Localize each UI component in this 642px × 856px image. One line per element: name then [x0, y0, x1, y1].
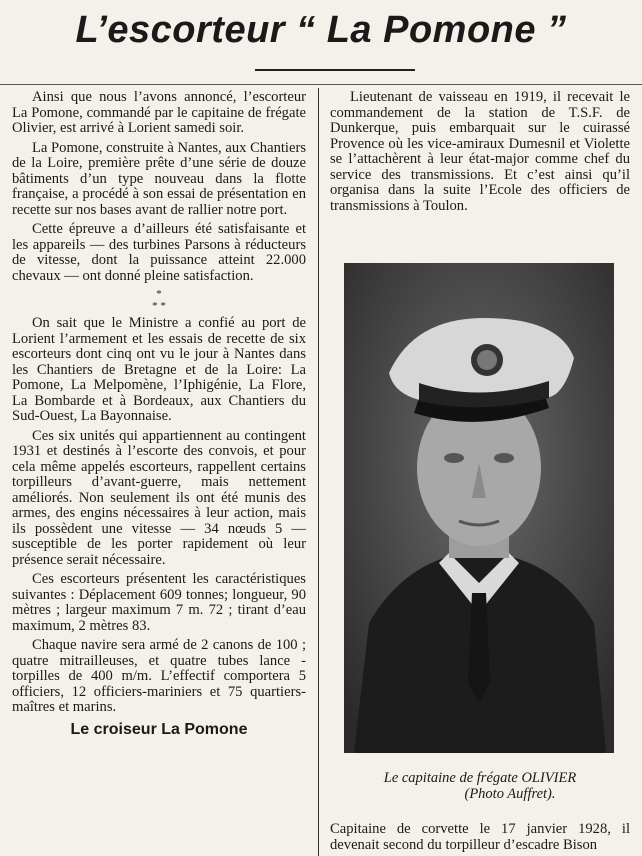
portrait-photo — [344, 263, 614, 753]
article-column-right — [330, 90, 630, 218]
photo-caption — [330, 770, 630, 802]
caption-line-2: (Photo Auffret). — [464, 786, 556, 802]
caption-line-1: Le capitaine de frégate OLIVIER — [383, 770, 577, 786]
paragraph-3: Cette épreuve a d’ailleurs été satisfaisante et les appareils — des turbines Parsons à réducteurs de vitesse, dont la puissance atteint 22.000 chevaux — ont donné pleine satisfaction. — [12, 221, 306, 284]
headline: L’escorteur “ La Pomone ” — [75, 9, 567, 51]
portrait-illustration — [344, 263, 614, 753]
next-subheading: Le croiseur La Pomone — [70, 720, 248, 738]
headline-rule — [255, 69, 415, 71]
article-column-left — [12, 90, 306, 737]
paragraph-continuation: Capitaine de corvette le 17 janvier 1928, il devenait second du torpilleur d’escadre Bison — [330, 821, 630, 853]
paragraph-7: Chaque navire sera armé de 2 canons de 100 ; quatre mitrailleuses, et quatre tubes lance - torpilles de 400 m/m. L’effectif comportera 5 officiers, 12 officiers-mariniers et 75 quartiers-maîtres et marins. — [12, 637, 306, 715]
paragraph-2: La Pomone, construite à Nantes, aux Chantiers de la Loire, première prête d’une série de douze bâtiments d’un type nouveau dans la flotte française, a procédé à son essai de présentation en recette sur nos bases avant de rallier notre port. — [12, 139, 306, 218]
column-divider — [318, 88, 319, 856]
paragraph-1: Ainsi que nous l’avons annoncé, l’escorteur La Pomone, commandé par le capitaine de frégate Olivier, est arrivé à Lorient samedi soir. — [12, 89, 306, 136]
section-separator: * * * — [152, 288, 166, 312]
paragraph-4: On sait que le Ministre a confié au port de Lorient l’armement et les essais de recette de six escorteurs dont cinq ont vu le jour à Nantes dans les Chantiers de Bretagne et de la Loire: La Pomone, La Melpomène, l’Iphigénie, La Flore, La Bombarde et à Bordeaux, aux Chantiers du Sud-Ouest, La Bayonnaise. — [12, 315, 306, 424]
paragraph-career: Lieutenant de vaisseau en 1919, il recevait le commandement de la station de T.S.F. de Dunkerque, puis embarquait sur le cuirassé Provence où les vice-amiraux Dumesnil et Violette se l’attachèrent à leur état-major comme chef du service des transmissions. Et c’est ainsi qu’il organisa dans la suite l’Ecole des officiers de transmissions à Toulon. — [330, 89, 630, 214]
paragraph-5: Ces six unités qui appartiennent au contingent 1931 et destinés à l’escorte des convois, et pour cela même appelés escorteurs, rappellent certains torpilleurs d’avant-guerre, mais nettement améliorés. Non seulement ils ont été munis des armes, des engins nécessaires à leur action, mais ils possèdent une vitesse — 34 nœuds 5 — susceptible de les porter rapidement où leur présence serait nécessaire. — [12, 427, 306, 568]
column-top-rule — [0, 84, 642, 85]
paragraph-6: Ces escorteurs présentent les caractéristiques suivantes : Déplacement 609 tonnes; longueur, 90 mètres ; largeur maximum 7 m. 72 ; tirant d’eau maximum, 2 mètres 83. — [12, 571, 306, 634]
